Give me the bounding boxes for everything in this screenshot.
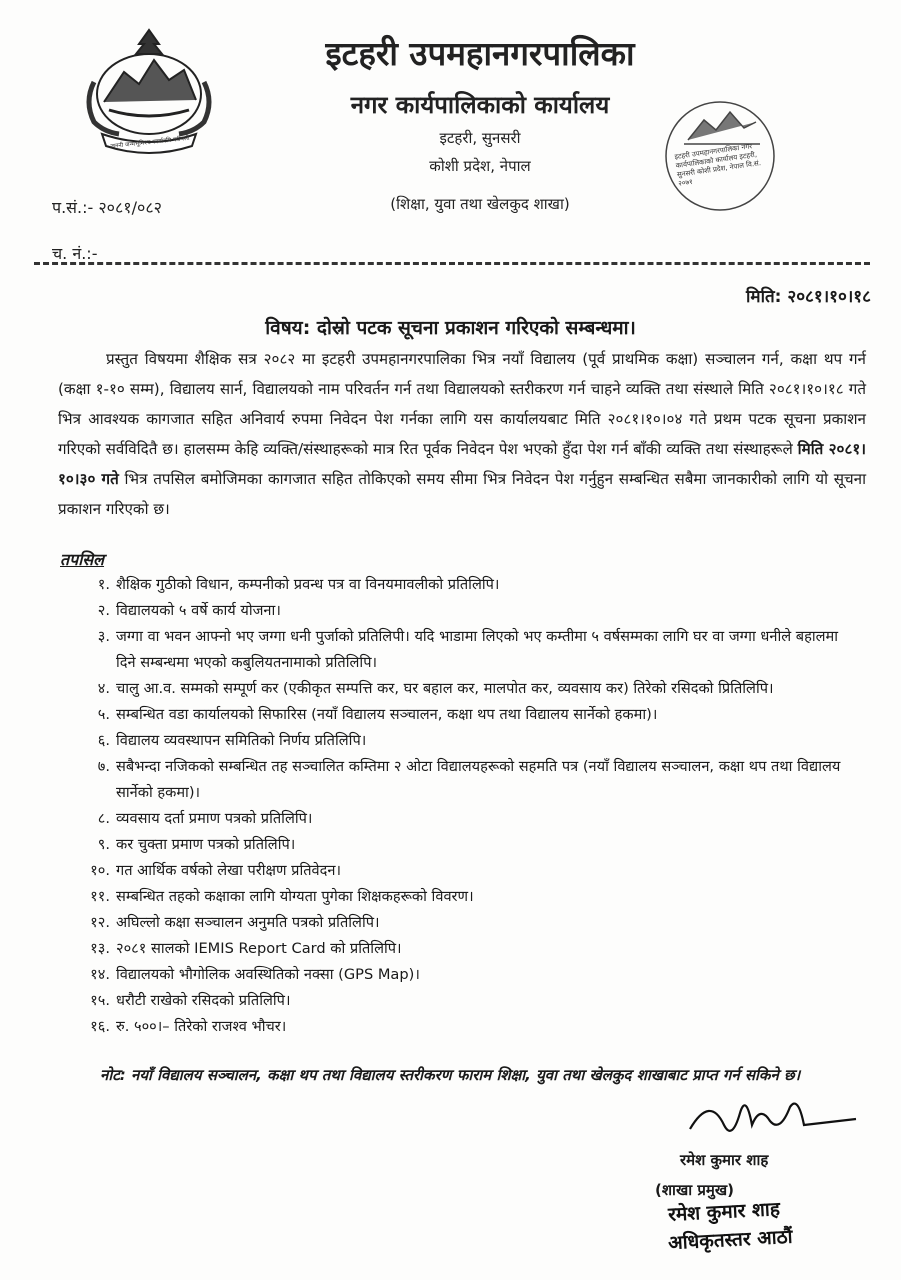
seal-post: अधिकृतस्तर आठौं	[667, 1225, 794, 1255]
office-name: नगर कार्यपालिकाको कार्यालय	[350, 91, 610, 119]
address-line-1: इटहरी, सुनसरी	[439, 129, 521, 147]
list-item: ३. जग्गा वा भवन आफ्नो भए जग्गा धनी पुर्जाको प्रतिलिपी। यदि भाडामा लिएको भए कम्तीमा ५ वर्षसम्मका लागि घर वा जग्गा धनीले बहालमा दिने सम्बन्धमा भएको कबुलियतनामाको प्रतिलिपि।	[97, 628, 839, 671]
list-item: ९. कर चुक्ता प्रमाण पत्रको प्रतिलिपि।	[97, 836, 296, 853]
letter-date: मिति: २०८१।१०।१८	[746, 287, 871, 307]
list-item: २. विद्यालयको ५ वर्षे कार्य योजना।	[97, 602, 281, 619]
list-item: १६. रु. ५००।– तिरेको राजश्व भौचर।	[90, 1018, 287, 1035]
stamp-text: इटहरी उपमहानगरपालिका नगर कार्यपालिकाको कार्यालय इटहरी, सुनसरी कोशी प्रदेश, नेपाल वि.सं. २०७१	[673, 142, 762, 188]
address-line-2: कोशी प्रदेश, नेपाल	[429, 157, 531, 175]
body-text-part1: प्रस्तुत विषयमा शैक्षिक सत्र २०८२ मा इटहरी उपमहानगरपालिका भित्र नयाँ विद्यालय (पूर्व प्राथमिक कक्षा) सञ्चालन गर्न, कक्षा थप गर्न (कक्षा १-१० सम्म), विद्यालय सार्न, विद्यालयको नाम परिवर्तन गर्न तथा विद्यालयको स्तरीकरण गर्न चाहने व्यक्ति तथा संस्थाले मिति २०८१।१०।१८ गते भित्र आवश्यक कागजात सहित अनिवार्य रुपमा निवेदन पेश गर्नका लागि यस कार्यालयबाट मिति २०८१।१०।०४ गते प्रथम पटक सूचना प्रकाशन गरिएको सर्वविदितै छ। हालसम्म केहि व्यक्ति/संस्थाहरूको मात्र रित पूर्वक निवेदन पेश भएको हुँदा पेश गर्न बाँकी व्यक्ति तथा संस्थाहरूले	[58, 350, 866, 458]
body-text-part2: भित्र तपसिल बमोजिमका कागजात सहित तोकिएको समय सीमा भित्र निवेदन पेश गर्नुहुन सम्बन्धित सबैमा जानकारीको लागि यो सूचना प्रकाशन गरिएको छ।	[58, 470, 867, 518]
requirements-list	[82, 572, 862, 1040]
seal-name: रमेश कुमार शाह	[667, 1198, 781, 1226]
signature-icon	[680, 1085, 860, 1145]
list-item: ६. विद्यालय व्यवस्थापन समितिको निर्णय प्रतिलिपि।	[97, 732, 367, 749]
list-item: ४. चालु आ.व. सम्मको सम्पूर्ण कर (एकीकृत सम्पत्ति कर, घर बहाल कर, मालपोत कर, व्यवसाय कर) तिरेको रसिदको प्रितिलिपि।	[97, 680, 774, 697]
list-item: १५. धरौटी राखेको रसिदको प्रतिलिपि।	[90, 992, 291, 1009]
deadline-date: मिति २०८१।१०।३० गते	[58, 440, 866, 488]
signatory-name: रमेश कुमार शाह	[680, 1151, 769, 1169]
list-item: १. शैक्षिक गुठीको विधान, कम्पनीको प्रवन्ध पत्र वा विनयमावलीको प्रतिलिपि।	[97, 576, 500, 593]
note-text: नोट: नयाँ विद्यालय सञ्चालन, कक्षा थप तथा विद्यालय स्तरीकरण फाराम शिक्षा, युवा तथा खेलकुद शाखाबाट प्राप्त गर्न सकिने छ।	[100, 1066, 801, 1084]
separator-line	[34, 262, 870, 265]
list-item: १३. २०८१ सालको IEMIS Report Card को प्रतिलिपि।	[90, 940, 402, 957]
signatory-title: (शाखा प्रमुख)	[655, 1181, 734, 1199]
list-item: १४. विद्यालयको भौगोलिक अवस्थितिको नक्सा (GPS Map)।	[90, 966, 420, 983]
list-item: ११. सम्बन्धित तहको कक्षाका लागि योग्यता पुगेका शिक्षकहरूको विवरण।	[90, 888, 474, 905]
letter-body	[58, 344, 866, 524]
list-item: ८. व्यवसाय दर्ता प्रमाण पत्रको प्रतिलिपि।	[97, 810, 313, 827]
emblem-motto: जननी जन्मभूमिश्च स्वर्गादपि गरीयसी	[110, 134, 190, 151]
organization-name: इटहरी उपमहानगरपालिका	[325, 34, 635, 73]
list-item: ५. सम्बन्धित वडा कार्यालयको सिफारिस (नयाँ विद्यालय सञ्चालन, कक्षा थप तथा विद्यालय सार्नेको हकमा)।	[97, 706, 658, 723]
chalani-number: च. नं.:-	[52, 244, 98, 263]
list-item: १०. गत आर्थिक वर्षको लेखा परीक्षण प्रतिवेदन।	[90, 862, 342, 879]
list-item: १२. अघिल्लो कक्षा सञ्चालन अनुमति पत्रको प्रतिलिपि।	[90, 914, 380, 931]
section-heading: तपसिल	[60, 550, 105, 569]
branch-name: (शिक्षा, युवा तथा खेलकुद शाखा)	[390, 195, 570, 213]
patra-sankhya: प.सं.:- २०८१/०८२	[52, 198, 162, 217]
letter-subject: विषय: दोस्रो पटक सूचना प्रकाशन गरिएको सम्बन्धमा।	[265, 317, 636, 339]
list-item: ७. सबैभन्दा नजिकको सम्बन्धित तह सञ्चालित कम्तिमा २ ओटा विद्यालयहरूको सहमति पत्र (नयाँ विद्यालय सञ्चालन, कक्षा थप तथा विद्यालय सार्नेको हकमा)।	[97, 758, 841, 801]
